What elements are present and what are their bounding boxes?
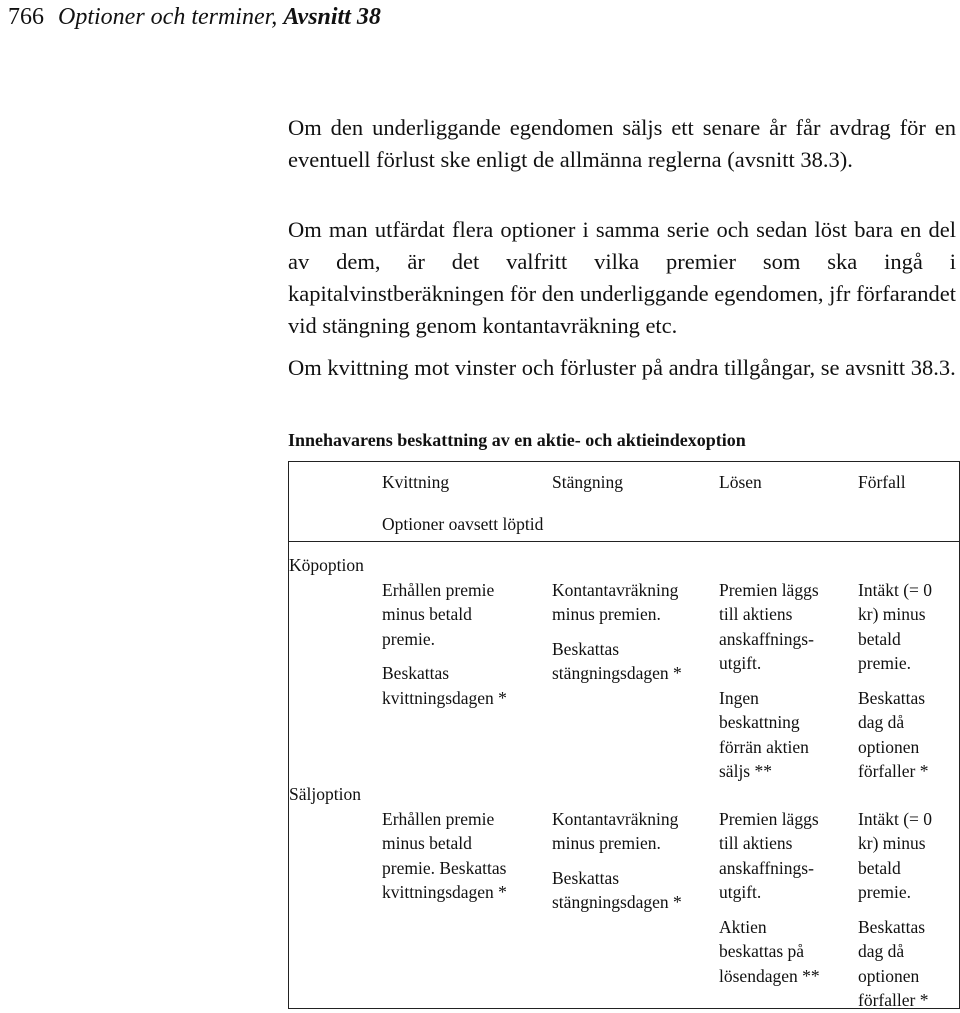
row-label-saljoption: Säljoption xyxy=(289,784,361,804)
page-header xyxy=(8,0,381,34)
column-header-kvittning: Kvittning xyxy=(382,472,450,492)
cell-text: Intäkt (= 0 kr) minus betald premie. xyxy=(858,579,933,673)
paragraph: Om kvittning mot vinster och förluster på andra tillgångar, se avsnitt 38.3. xyxy=(288,355,956,380)
column-header-losen: Lösen xyxy=(719,472,762,492)
paragraph: Om den underliggande egendomen säljs ett senare år får avdrag för en eventuell förlust ske enligt de allmänna reglerna (avsnitt 38.3). xyxy=(288,115,956,172)
cell-text: Kontantavräkning minus premien. xyxy=(552,808,679,853)
cell-text: Aktien beskattas på lösendagen ** xyxy=(719,916,820,986)
table-divider xyxy=(289,541,959,542)
cell-text: Kontantavräkning minus premien. xyxy=(552,579,679,624)
cell-text: Erhållen premie minus betald premie. xyxy=(382,579,495,649)
cell-text: Beskattas kvittningsdagen * xyxy=(382,663,507,708)
table-subheader: Optioner oavsett löptid xyxy=(382,514,544,534)
table-cell xyxy=(719,782,820,988)
table-cell xyxy=(719,553,819,784)
cell-text: Beskattas dag då optionen förfaller * xyxy=(858,687,929,781)
table-cell xyxy=(382,553,507,710)
section-label: Avsnitt 38 xyxy=(283,4,381,30)
row-label-kopoption: Köpoption xyxy=(289,555,364,575)
taxation-table xyxy=(288,461,960,1009)
cell-text: Premien läggs till aktiens anskaffnings- utgift. xyxy=(719,808,819,902)
section-heading: Innehavarens beskattning av en aktie- och aktieindexoption xyxy=(288,430,746,450)
cell-text: Intäkt (= 0 kr) minus betald premie. xyxy=(858,808,933,902)
table-cell xyxy=(382,782,507,905)
cell-text: Premien läggs till aktiens anskaffnings- utgift. xyxy=(719,579,819,673)
column-header-stangning: Stängning xyxy=(552,472,623,492)
column-header-forfall: Förfall xyxy=(858,472,906,492)
table-cell xyxy=(858,782,932,1013)
table-cell xyxy=(552,782,682,915)
paragraph: Om man utfärdat flera optioner i samma serie och sedan löst bara en del av dem, är det valfritt vilka premier som ska ingå i kapitalvinstberäkningen för den underliggande egendomen, jfr förfarandet vid stängning genom kontantavräkning etc. xyxy=(288,217,956,338)
cell-text: Erhållen premie minus betald premie. Beskattas kvittningsdagen * xyxy=(382,808,507,902)
cell-text: Beskattas dag då optionen förfaller * xyxy=(858,916,929,1010)
cell-text: Ingen beskattning förrän aktien säljs ** xyxy=(719,687,809,781)
cell-text: Beskattas stängningsdagen * xyxy=(552,638,682,683)
cell-text: Beskattas stängningsdagen * xyxy=(552,867,682,912)
table-cell xyxy=(552,553,682,686)
page-number: 766 xyxy=(8,4,44,30)
chapter-title: Optioner och terminer, xyxy=(58,4,278,30)
table-cell xyxy=(858,553,932,784)
